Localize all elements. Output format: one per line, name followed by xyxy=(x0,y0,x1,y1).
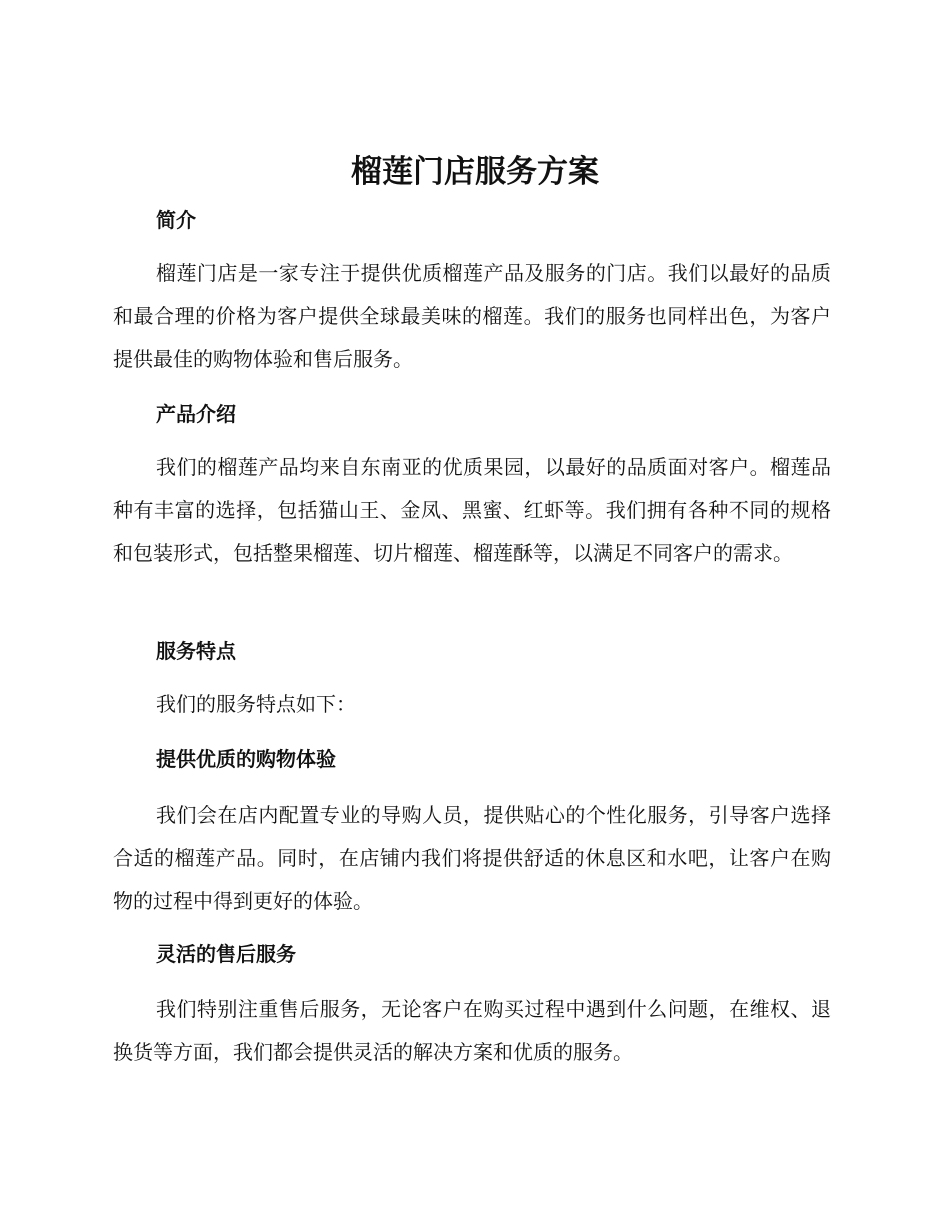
section-paragraph-intro: 榴莲门店是一家专注于提供优质榴莲产品及服务的门店。我们以最好的品质和最合理的价格为客户提供全球最美味的榴莲。我们的服务也同样出色，为客户提供最佳的购物体验和售后服务。 xyxy=(113,261,831,371)
document-title: 榴莲门店服务方案 xyxy=(351,154,599,190)
section-heading-intro: 简介 xyxy=(156,208,196,232)
section-heading-product: 产品介绍 xyxy=(156,402,236,426)
section-paragraph-product: 我们的榴莲产品均来自东南亚的优质果园，以最好的品质面对客户。榴莲品种有丰富的选择，包括猫山王、金凤、黑蜜、红虾等。我们拥有各种不同的规格和包装形式，包括整果榴莲、切片榴莲、榴莲酥等，以满足不同客户的需求。 xyxy=(113,455,831,565)
section-paragraph-shopping-experience: 我们会在店内配置专业的导购人员，提供贴心的个性化服务，引导客户选择合适的榴莲产品。同时，在店铺内我们将提供舒适的休息区和水吧，让客户在购物的过程中得到更好的体验。 xyxy=(113,803,831,913)
section-heading-after-sales: 灵活的售后服务 xyxy=(156,942,296,966)
section-paragraph-service-features: 我们的服务特点如下： xyxy=(156,692,356,716)
section-paragraph-after-sales: 我们特别注重售后服务，无论客户在购买过程中遇到什么问题，在维权、退换货等方面，我们都会提供灵活的解决方案和优质的服务。 xyxy=(113,997,831,1064)
section-heading-service-features: 服务特点 xyxy=(156,639,236,663)
section-heading-shopping-experience: 提供优质的购物体验 xyxy=(156,747,336,771)
